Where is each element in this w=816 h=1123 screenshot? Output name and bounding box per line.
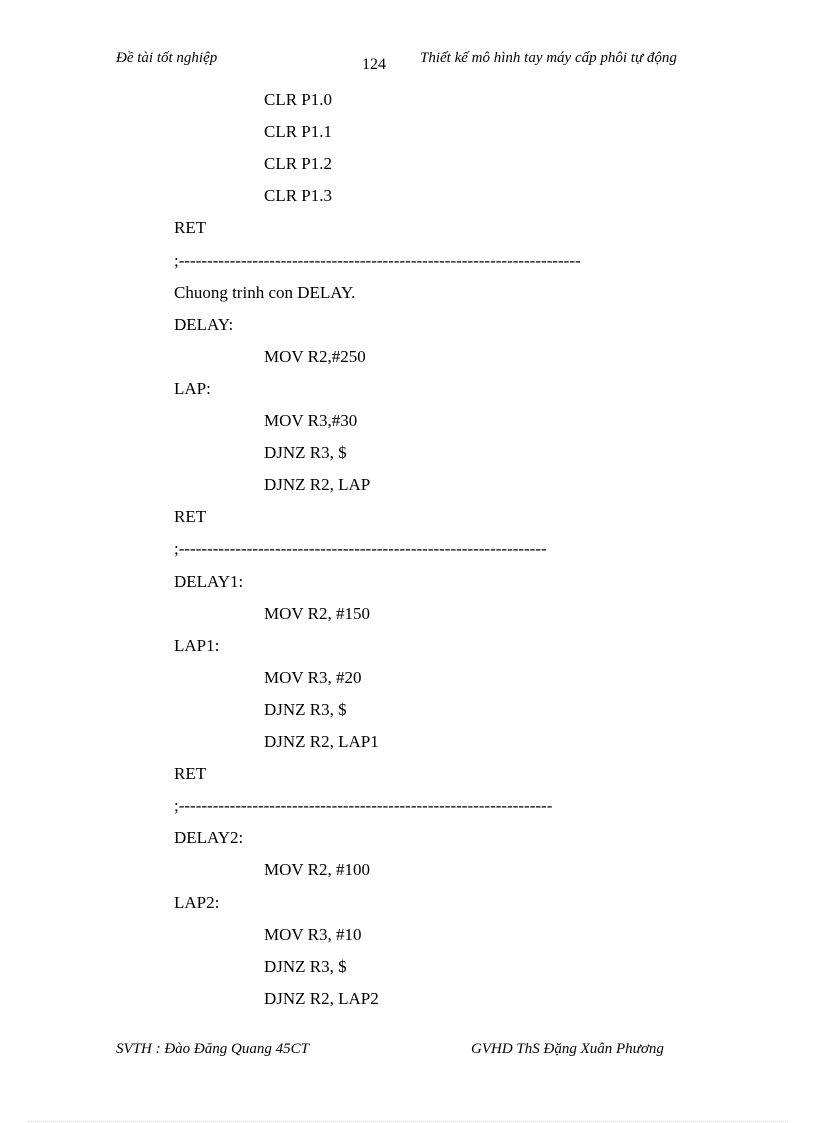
code-line: DJNZ R3, $ <box>264 956 347 976</box>
code-line: DJNZ R2, LAP1 <box>264 732 379 751</box>
code-line: DJNZ R2, LAP2 <box>264 988 379 1008</box>
code-line: MOV R3, #10 <box>264 924 362 944</box>
code-line: RET <box>174 764 207 784</box>
code-line: DJNZ R3, $ <box>264 443 347 463</box>
code-line: CLR P1.0 <box>264 90 333 109</box>
page-number: 124 <box>362 56 386 73</box>
code-line: DELAY1: <box>174 571 244 591</box>
code-line: MOV R3, #20 <box>264 667 362 687</box>
header-thesis-title: Đề tài tốt nghiệp <box>116 50 218 66</box>
footer-advisor: GVHD ThS Đặng Xuân Phương <box>471 1041 664 1057</box>
code-line: LAP: <box>174 378 211 398</box>
code-line: ;----------------------------------------------------------------------- <box>174 250 581 270</box>
code-line: CLR P1.3 <box>264 186 333 206</box>
code-line: ;----------------------------------------------------------------- <box>174 539 547 559</box>
code-line: MOV R2, #100 <box>264 860 370 880</box>
code-line: MOV R2,#250 <box>264 346 366 366</box>
code-line: RET <box>174 218 207 238</box>
code-line: MOV R3,#30 <box>264 411 358 430</box>
code-line: Chuong trinh con DELAY. <box>174 282 356 302</box>
code-line: ;------------------------------------------------------------------ <box>174 796 553 816</box>
code-line: LAP2: <box>174 892 220 912</box>
code-line: DJNZ R2, LAP <box>264 475 371 495</box>
code-line: DELAY2: <box>174 828 244 848</box>
header-project-title: Thiết kế mô hình tay máy cấp phôi tự động <box>420 50 677 66</box>
code-line: DELAY: <box>174 314 234 334</box>
code-line: RET <box>174 507 207 527</box>
footer-student: SVTH : Đào Đăng Quang 45CT <box>116 1041 309 1057</box>
code-line: CLR P1.2 <box>264 154 333 174</box>
code-line: MOV R2, #150 <box>264 603 370 623</box>
code-line: CLR P1.1 <box>264 122 333 142</box>
code-line: LAP1: <box>174 635 220 655</box>
page-bottom-edge <box>28 1121 788 1122</box>
code-line: DJNZ R3, $ <box>264 699 347 719</box>
